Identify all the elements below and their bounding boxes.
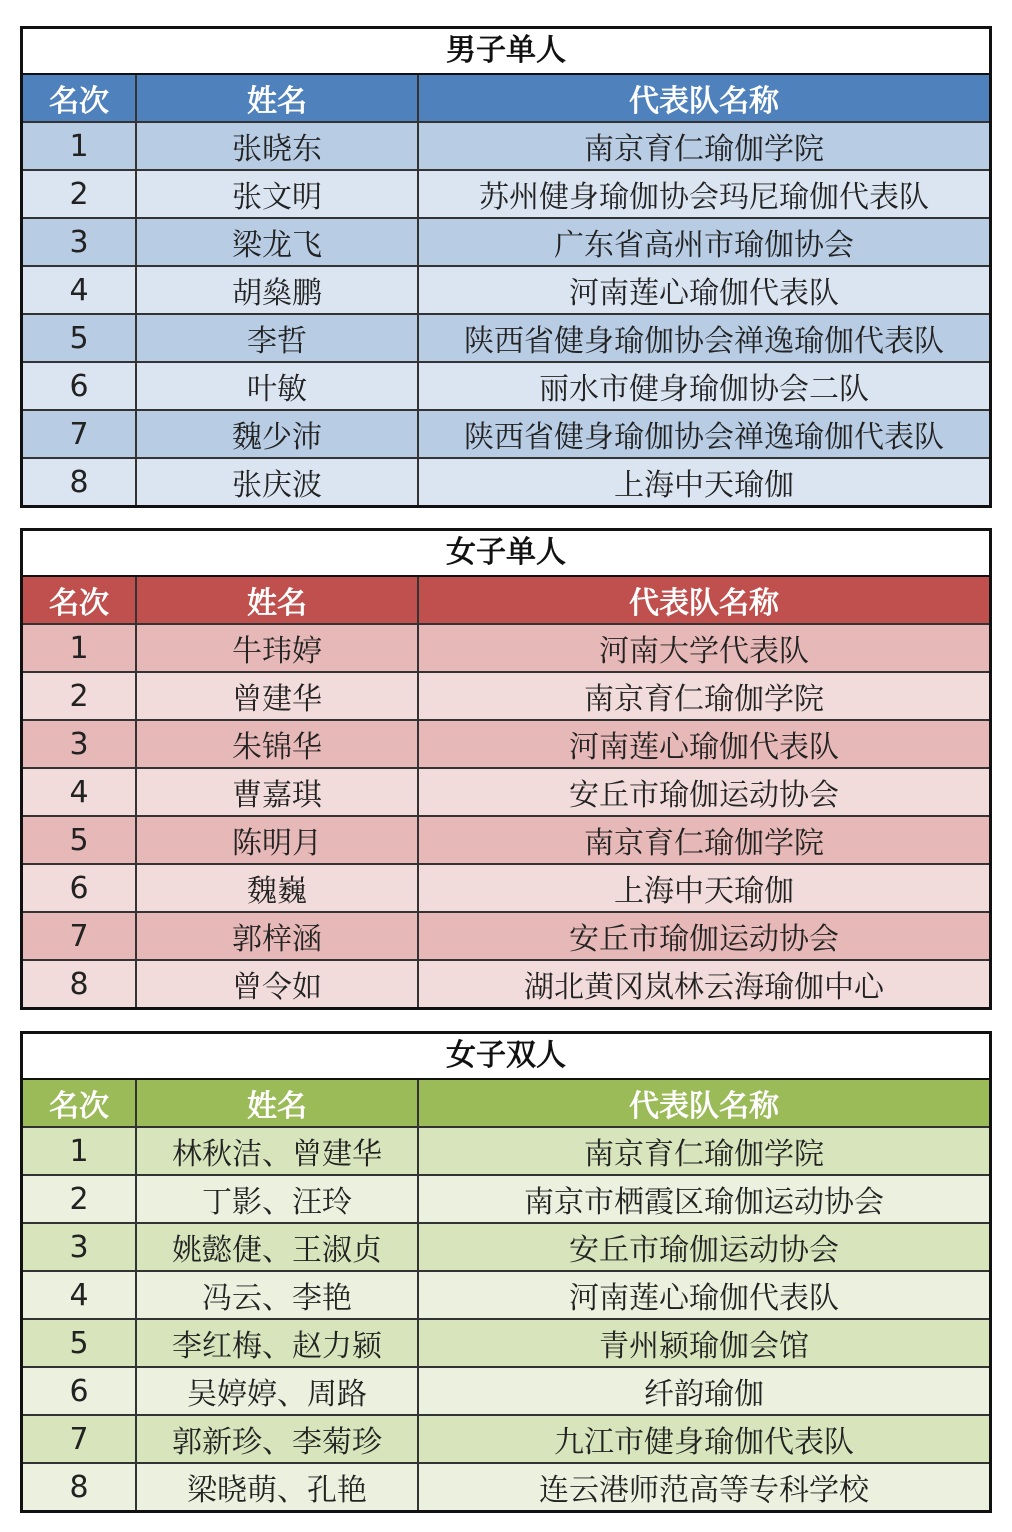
results-table-section: [20, 1031, 992, 1513]
rank-cell: 5: [23, 314, 136, 362]
rank-cell: 6: [23, 362, 136, 410]
header-team: 代表队名称: [418, 75, 989, 122]
team-cell: 苏州健身瑜伽协会玛尼瑜伽代表队: [418, 170, 989, 218]
team-cell: 九江市健身瑜伽代表队: [418, 1415, 989, 1463]
table-row: [23, 624, 989, 672]
table-title: 女子双人: [23, 1034, 989, 1080]
table-row: [23, 864, 989, 912]
name-cell: 牛玮婷: [136, 624, 418, 672]
rank-cell: 8: [23, 960, 136, 1007]
header-name: 姓名: [136, 577, 418, 624]
team-cell: 广东省高州市瑜伽协会: [418, 218, 989, 266]
team-cell: 河南大学代表队: [418, 624, 989, 672]
name-cell: 张庆波: [136, 458, 418, 505]
team-cell: 安丘市瑜伽运动协会: [418, 768, 989, 816]
rank-cell: 5: [23, 816, 136, 864]
name-cell: 冯云、李艳: [136, 1271, 418, 1319]
table-row: [23, 672, 989, 720]
team-cell: 南京育仁瑜伽学院: [418, 122, 989, 170]
table-row: [23, 720, 989, 768]
table-row: [23, 314, 989, 362]
team-cell: 河南莲心瑜伽代表队: [418, 720, 989, 768]
team-cell: 南京育仁瑜伽学院: [418, 816, 989, 864]
team-cell: 安丘市瑜伽运动协会: [418, 1223, 989, 1271]
rank-cell: 7: [23, 912, 136, 960]
header-rank: 名次: [23, 1080, 136, 1127]
rank-cell: 4: [23, 266, 136, 314]
table-row: [23, 816, 989, 864]
table-row: [23, 1463, 989, 1510]
table-row: [23, 410, 989, 458]
table-row: [23, 170, 989, 218]
name-cell: 曹嘉琪: [136, 768, 418, 816]
name-cell: 李红梅、赵力颍: [136, 1319, 418, 1367]
team-cell: 丽水市健身瑜伽协会二队: [418, 362, 989, 410]
team-cell: 南京育仁瑜伽学院: [418, 672, 989, 720]
team-cell: 湖北黄冈岚林云海瑜伽中心: [524, 970, 884, 1005]
header-name: 姓名: [136, 1080, 418, 1127]
name-cell: 叶敏: [136, 362, 418, 410]
rank-cell: 1: [23, 624, 136, 672]
rank-cell: 3: [23, 1223, 136, 1271]
table-title: 女子单人: [23, 531, 989, 577]
rank-cell: 3: [23, 218, 136, 266]
results-table-section: [20, 26, 992, 508]
table-row: [23, 122, 989, 170]
rank-cell: 3: [23, 720, 136, 768]
name-cell: 魏少沛: [136, 410, 418, 458]
team-cell: 连云港师范高等专科学校: [539, 1473, 869, 1508]
name-cell: 姚懿倢、王淑贞: [136, 1223, 418, 1271]
table-row: [23, 1415, 989, 1463]
name-cell: 陈明月: [136, 816, 418, 864]
header-rank: 名次: [23, 577, 136, 624]
team-cell: 纤韵瑜伽: [418, 1367, 989, 1415]
name-cell: 吴婷婷、周路: [136, 1367, 418, 1415]
team-cell: 陕西省健身瑜伽协会禅逸瑜伽代表队: [418, 410, 989, 458]
rank-cell: 2: [23, 170, 136, 218]
rank-cell: 7: [23, 410, 136, 458]
table-row: [23, 912, 989, 960]
name-cell: 李哲: [136, 314, 418, 362]
table-row: [23, 266, 989, 314]
team-cell: 安丘市瑜伽运动协会: [418, 912, 989, 960]
header-team: 代表队名称: [418, 1080, 989, 1127]
table-row: [23, 218, 989, 266]
team-cell: 上海中天瑜伽: [418, 864, 989, 912]
name-cell: 曾令如: [136, 960, 418, 1007]
header-team: 代表队名称: [418, 577, 989, 624]
table-row: [23, 1367, 989, 1415]
team-cell: 青州颍瑜伽会馆: [418, 1319, 989, 1367]
rank-cell: 2: [23, 672, 136, 720]
name-cell: 朱锦华: [136, 720, 418, 768]
team-cell: 河南莲心瑜伽代表队: [418, 1271, 989, 1319]
table-row: [23, 458, 989, 505]
name-cell: 梁龙飞: [136, 218, 418, 266]
table-row: [23, 1127, 989, 1175]
rank-cell: 1: [23, 122, 136, 170]
table-title: 男子单人: [23, 29, 989, 75]
team-cell: 陕西省健身瑜伽协会禅逸瑜伽代表队: [418, 314, 989, 362]
header-name: 姓名: [136, 75, 418, 122]
team-cell: 上海中天瑜伽: [614, 468, 794, 503]
results-table: [23, 1080, 989, 1510]
rank-cell: 6: [23, 864, 136, 912]
table-row: [23, 1319, 989, 1367]
team-cell: 河南莲心瑜伽代表队: [418, 266, 989, 314]
rank-cell: 4: [23, 768, 136, 816]
table-row: [23, 362, 989, 410]
results-table: [23, 577, 989, 1007]
table-row: [23, 960, 989, 1007]
name-cell: 魏巍: [136, 864, 418, 912]
name-cell: 林秋洁、曾建华: [136, 1127, 418, 1175]
header-row: [23, 75, 989, 122]
name-cell: 张晓东: [136, 122, 418, 170]
table-row: [23, 1175, 989, 1223]
table-row: [23, 1223, 989, 1271]
header-rank: 名次: [23, 75, 136, 122]
rank-cell: 5: [23, 1319, 136, 1367]
header-row: [23, 577, 989, 624]
team-cell: 南京市栖霞区瑜伽运动协会: [418, 1175, 989, 1223]
rank-cell: 4: [23, 1271, 136, 1319]
name-cell: 梁晓萌、孔艳: [136, 1463, 418, 1510]
table-row: [23, 768, 989, 816]
name-cell: 张文明: [136, 170, 418, 218]
rank-cell: 1: [23, 1127, 136, 1175]
results-table-section: [20, 528, 992, 1010]
header-row: [23, 1080, 989, 1127]
name-cell: 郭梓涵: [136, 912, 418, 960]
results-table: [23, 75, 989, 505]
name-cell: 胡燊鹏: [136, 266, 418, 314]
name-cell: 丁影、汪玲: [136, 1175, 418, 1223]
name-cell: 曾建华: [136, 672, 418, 720]
name-cell: 郭新珍、李菊珍: [136, 1415, 418, 1463]
rank-cell: 2: [23, 1175, 136, 1223]
table-row: [23, 1271, 989, 1319]
rank-cell: 7: [23, 1415, 136, 1463]
rank-cell: 8: [23, 1463, 136, 1510]
rank-cell: 8: [23, 458, 136, 505]
team-cell: 南京育仁瑜伽学院: [418, 1127, 989, 1175]
rank-cell: 6: [23, 1367, 136, 1415]
